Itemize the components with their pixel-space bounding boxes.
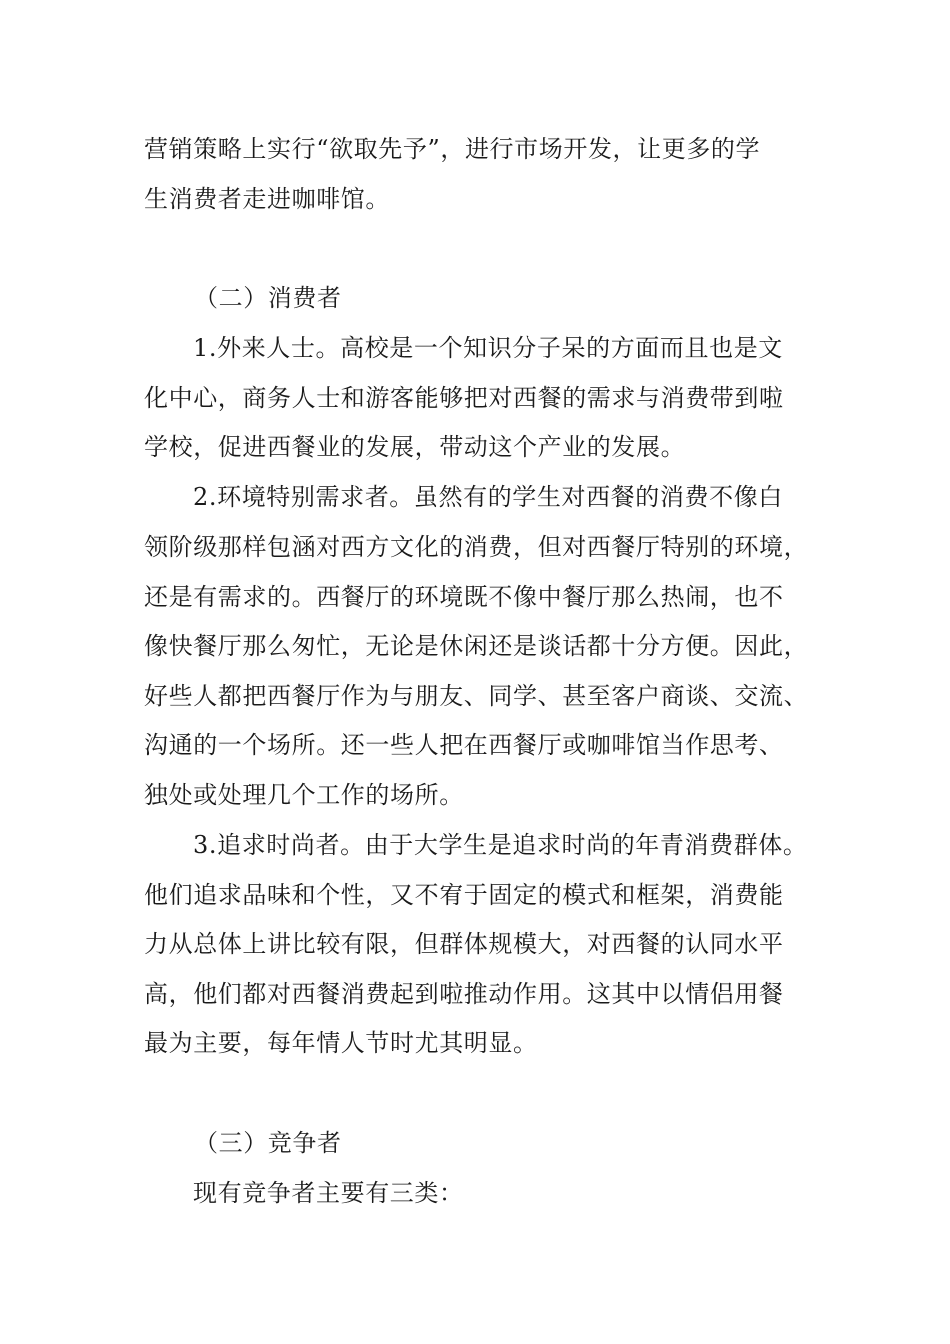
section-heading-competitors: （三）竞争者 [194,1129,342,1157]
competitors-intro-line: 现有竞争者主要有三类： [193,1179,464,1207]
item-2-line-3: 还是有需求的。西餐厅的环境既不像中餐厅那么热闹，也不 [144,583,784,611]
item-2-line-1: 2.环境特别需求者。虽然有的学生对西餐的消费不像白 [193,483,783,511]
item-2-line-4: 像快餐厅那么匆忙，无论是休闲还是谈话都十分方便。因此， [144,632,809,660]
item-1-line-2: 化中心，商务人士和游客能够把对西餐的需求与消费带到啦 [144,384,784,412]
item-2-line-7: 独处或处理几个工作的场所。 [144,781,464,809]
paragraph-intro-line-1: 营销策略上实行“欲取先予”，进行市场开发，让更多的学 [144,135,761,163]
item-2-line-5: 好些人都把西餐厅作为与朋友、同学、甚至客户商谈、交流、 [144,682,809,710]
item-1-line-1: 1.外来人士。高校是一个知识分子呆的方面而且也是文 [193,334,783,362]
item-2-line-2: 领阶级那样包涵对西方文化的消费，但对西餐厅特别的环境， [144,533,809,561]
item-2-line-6: 沟通的一个场所。还一些人把在西餐厅或咖啡馆当作思考、 [144,731,784,759]
item-1-line-3: 学校，促进西餐业的发展，带动这个产业的发展。 [144,433,686,461]
item-3-line-2: 他们追求品味和个性，又不宥于固定的模式和框架，消费能 [144,881,784,909]
section-heading-consumers: （二）消费者 [194,284,342,312]
item-3-line-5: 最为主要，每年情人节时尤其明显。 [144,1029,538,1057]
item-3-line-1: 3.追求时尚者。由于大学生是追求时尚的年青消费群体。 [193,831,808,859]
paragraph-intro-line-2: 生消费者走进咖啡馆。 [144,185,390,213]
item-3-line-3: 力从总体上讲比较有限，但群体规模大，对西餐的认同水平 [144,930,784,958]
item-3-line-4: 高，他们都对西餐消费起到啦推动作用。这其中以情侣用餐 [144,980,784,1008]
